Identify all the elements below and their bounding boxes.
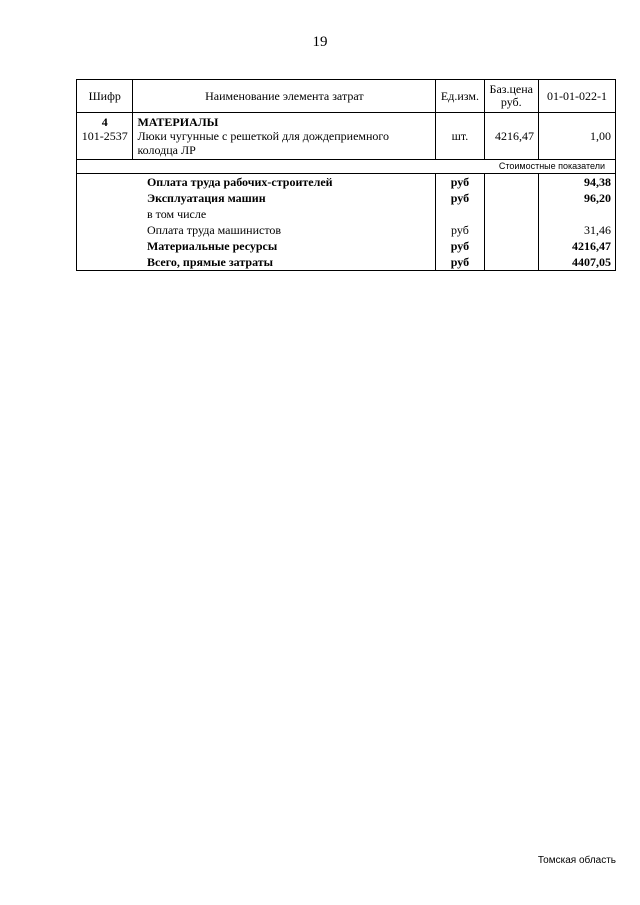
summary-unit: руб [436, 190, 484, 206]
summary-label: Всего, прямые затраты [133, 254, 436, 271]
summary-unit: руб [436, 174, 484, 191]
summary-label: Эксплуатация машин [146, 191, 266, 205]
cost-table [76, 79, 616, 271]
summary-empty-cell [484, 206, 538, 222]
item-row [77, 129, 616, 160]
summary-value [538, 206, 615, 222]
summary-label: Оплата труда машинистов [146, 223, 282, 237]
section-label-row [77, 160, 616, 174]
summary-empty-cell [484, 222, 538, 238]
summary-label: Материальные ресурсы [146, 239, 278, 253]
summary-value: 96,20 [538, 190, 615, 206]
summary-empty-cell [484, 254, 538, 271]
section-label: Стоимостные показатели [77, 160, 616, 174]
summary-value: 4407,05 [538, 254, 615, 271]
summary-row [77, 190, 616, 206]
summary-empty-cell [77, 222, 133, 238]
region-footer: Томская область [537, 855, 616, 866]
summary-value: 4216,47 [538, 238, 615, 254]
summary-unit: руб [436, 222, 484, 238]
summary-empty-cell [77, 190, 133, 206]
item-code: 101-2537 [77, 129, 133, 160]
summary-empty-cell [484, 238, 538, 254]
header-code: Шифр [77, 80, 133, 113]
header-price: Баз.цена руб. [484, 80, 538, 113]
item-unit: шт. [436, 129, 484, 160]
summary-empty-cell [77, 254, 133, 271]
summary-row [77, 174, 616, 191]
summary-row [77, 238, 616, 254]
summary-empty-cell [484, 174, 538, 191]
summary-row [77, 206, 616, 222]
page-number: 19 [312, 34, 328, 50]
summary-unit: руб [436, 254, 484, 271]
summary-label: Оплата труда рабочих-строителей [146, 175, 333, 189]
item-price: 4216,47 [484, 129, 538, 160]
item-section-title: МАТЕРИАЛЫ [133, 113, 436, 130]
header-unit: Ед.изм. [436, 80, 484, 113]
summary-empty-cell [77, 238, 133, 254]
header-name: Наименование элемента затрат [133, 80, 436, 113]
summary-empty-cell [77, 174, 133, 191]
table-header-row [77, 80, 616, 113]
summary-unit [436, 206, 484, 222]
header-norm: 01-01-022-1 [538, 80, 615, 113]
summary-unit: руб [436, 238, 484, 254]
item-name: Люки чугунные с решеткой для дождеприемного колодца ЛР [133, 129, 436, 160]
summary-empty-cell [77, 206, 133, 222]
summary-row [77, 254, 616, 271]
item-row-number [77, 113, 616, 130]
item-number: 4 [77, 113, 133, 130]
summary-empty-cell [484, 190, 538, 206]
summary-value: 94,38 [538, 174, 615, 191]
summary-row [77, 222, 616, 238]
item-qty: 1,00 [538, 129, 615, 160]
summary-label: в том числе [146, 207, 207, 221]
summary-value: 31,46 [538, 222, 615, 238]
summary-rows [77, 174, 616, 271]
